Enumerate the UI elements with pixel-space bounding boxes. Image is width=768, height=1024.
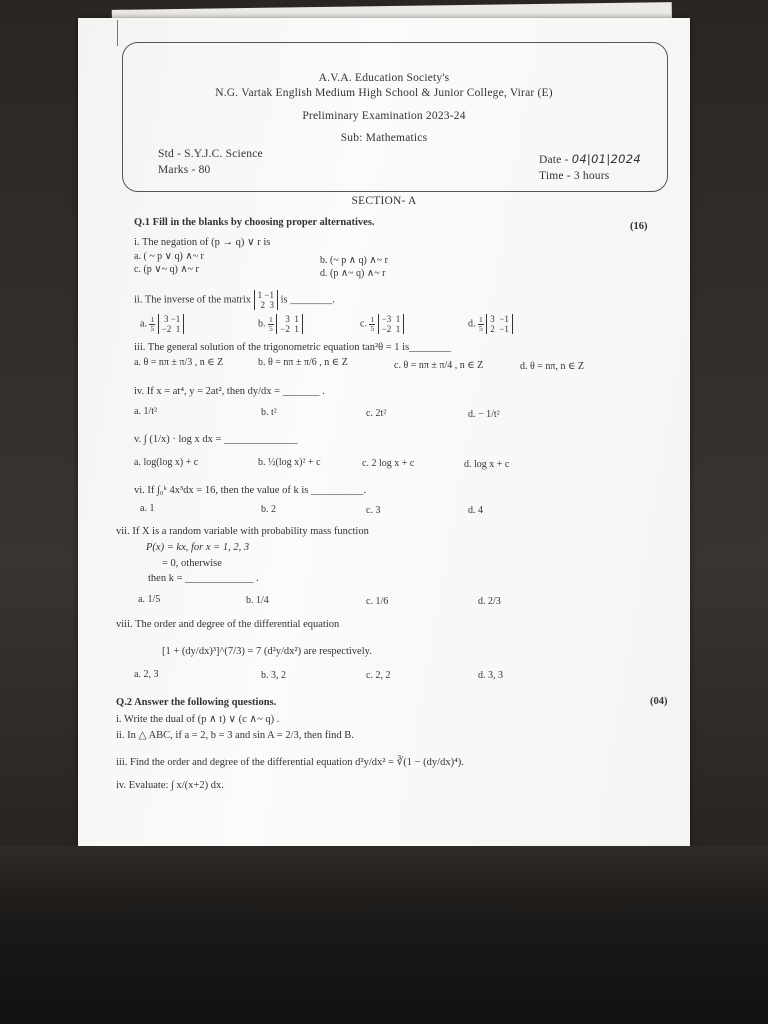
q1-vii-d: d. 2/3	[478, 596, 501, 607]
q1-i-b: b. (~ p ∧ q) ∧~ r	[320, 255, 388, 266]
q1-i-d: d. (p ∧~ q) ∧~ r	[320, 268, 386, 279]
q2-title: Q.2 Answer the following questions.	[116, 697, 277, 708]
q1-i-stem: i. The negation of (p → q) ∨ r is	[134, 237, 271, 248]
q1-vi-stem: vi. If ∫₀ᵏ 4x³dx = 16, then the value of k is __________.	[134, 485, 367, 496]
q2-ii: ii. In △ ABC, if a = 2, b = 3 and sin A = 2/3, then find B.	[116, 730, 354, 741]
q1-iv-stem: iv. If x = at⁴, y = 2at², then dy/dx = _______ .	[134, 386, 325, 397]
q1-vii-otherwise: = 0, otherwise	[162, 558, 222, 569]
q1-viii-b: b. 3, 2	[261, 670, 286, 681]
q1-viii-a: a. 2, 3	[134, 669, 159, 680]
q1-v-stem: v. ∫ (1/x) · log x dx = ______________	[134, 434, 298, 445]
q1-iii-b: b. θ = nπ ± π/6 , n ∈ Z	[258, 357, 348, 368]
q1-vi-d: d. 4	[468, 505, 483, 516]
q1-ii-d: d. $\frac{1}{5}$ 3 −1 2 −1	[468, 314, 513, 334]
date-field	[539, 152, 641, 166]
q2-iv: iv. Evaluate: ∫ x/(x+2) dx.	[116, 780, 224, 791]
background-shadow	[0, 846, 768, 1024]
q1-ii-a: a. $\frac{1}{5}$ 3 −1 −2 1	[140, 314, 184, 334]
q1-iii-a: a. θ = nπ ± π/3 , n ∈ Z	[134, 357, 224, 368]
q1-viii-stem: viii. The order and degree of the differential equation	[116, 619, 340, 630]
q1-vii-pmf: P(x) = kx, for x = 1, 2, 3	[146, 542, 250, 553]
q1-vii-a: a. 1/5	[138, 594, 161, 605]
q1-ii-stem	[134, 290, 335, 310]
q1-ii-stem-b: is ________.	[280, 294, 335, 306]
q1-viii-equation: [1 + (dy/dx)³]^(7/3) = 7 (d²y/dx²) are respectively.	[162, 646, 372, 657]
q1-iv-c: c. 2t²	[366, 408, 387, 419]
q1-iv-a: a. 1/t²	[134, 406, 157, 417]
q1-iii-stem: iii. The general solution of the trigonometric equation tan²θ = 1 is________	[134, 342, 452, 353]
exam-title: Preliminary Examination 2023-24	[302, 110, 466, 122]
q1-vi-b: b. 2	[261, 504, 276, 515]
q1-v-d: d. log x + c	[464, 459, 510, 470]
date-label: Date -	[539, 154, 569, 166]
society-name: A.V.A. Education Society's	[318, 72, 450, 84]
q1-vii-c: c. 1/6	[366, 596, 389, 607]
q1-ii-stem-a: ii. The inverse of the matrix	[134, 294, 252, 306]
q1-viii-c: c. 2, 2	[366, 670, 391, 681]
std-label: Std - S.Y.J.C. Science	[158, 148, 263, 160]
paper-mark	[117, 20, 118, 46]
q2-i: i. Write the dual of (p ∧ t) ∨ (c ∧~ q) .	[116, 714, 280, 725]
section-title: SECTION- A	[351, 195, 417, 207]
time-label: Time - 3 hours	[539, 170, 610, 182]
date-value: 04|01|2024	[571, 152, 641, 166]
q1-v-c: c. 2 log x + c	[362, 458, 415, 469]
subject: Sub: Mathematics	[340, 132, 428, 144]
q1-iv-d: d. − 1/t²	[468, 409, 500, 420]
q1-marks: (16)	[630, 221, 648, 232]
q1-vii-then: then k = _____________ .	[148, 573, 259, 584]
q1-ii-c: c. $\frac{1}{5}$ −3 1 −2 1	[360, 314, 404, 334]
q1-viii-d: d. 3, 3	[478, 670, 503, 681]
q1-iii-d: d. θ = nπ, n ∈ Z	[520, 361, 584, 372]
q2-marks: (04)	[650, 696, 668, 707]
q1-ii-matrix: 1 −1 2 3	[254, 290, 278, 310]
q1-vii-b: b. 1/4	[246, 595, 269, 606]
q1-vi-c: c. 3	[366, 505, 381, 516]
q1-ii-b: b. $\frac{1}{5}$ 3 1 −2 1	[258, 314, 303, 334]
q1-vii-stem: vii. If X is a random variable with probability mass function	[116, 526, 369, 537]
q1-vi-a: a. 1	[140, 503, 155, 514]
q1-i-a: a. ( ~ p ∨ q) ∧~ r	[134, 251, 204, 262]
school-name: N.G. Vartak English Medium High School & Junior College, Virar (E)	[215, 87, 553, 99]
marks-label: Marks - 80	[158, 164, 211, 176]
q1-v-b: b. ½(log x)² + c	[258, 457, 321, 468]
q1-title: Q.1 Fill in the blanks by choosing proper alternatives.	[134, 217, 375, 228]
q2-iii: iii. Find the order and degree of the differential equation d²y/dx² = ∛(1 − (dy/dx)⁴).	[116, 757, 464, 768]
q1-v-a: a. log(log x) + c	[134, 457, 199, 468]
exam-paper	[78, 18, 690, 846]
q1-iii-c: c. θ = nπ ± π/4 , n ∈ Z	[394, 360, 484, 371]
q1-i-c: c. (p ∨~ q) ∧~ r	[134, 264, 199, 275]
q1-iv-b: b. t²	[261, 407, 277, 418]
